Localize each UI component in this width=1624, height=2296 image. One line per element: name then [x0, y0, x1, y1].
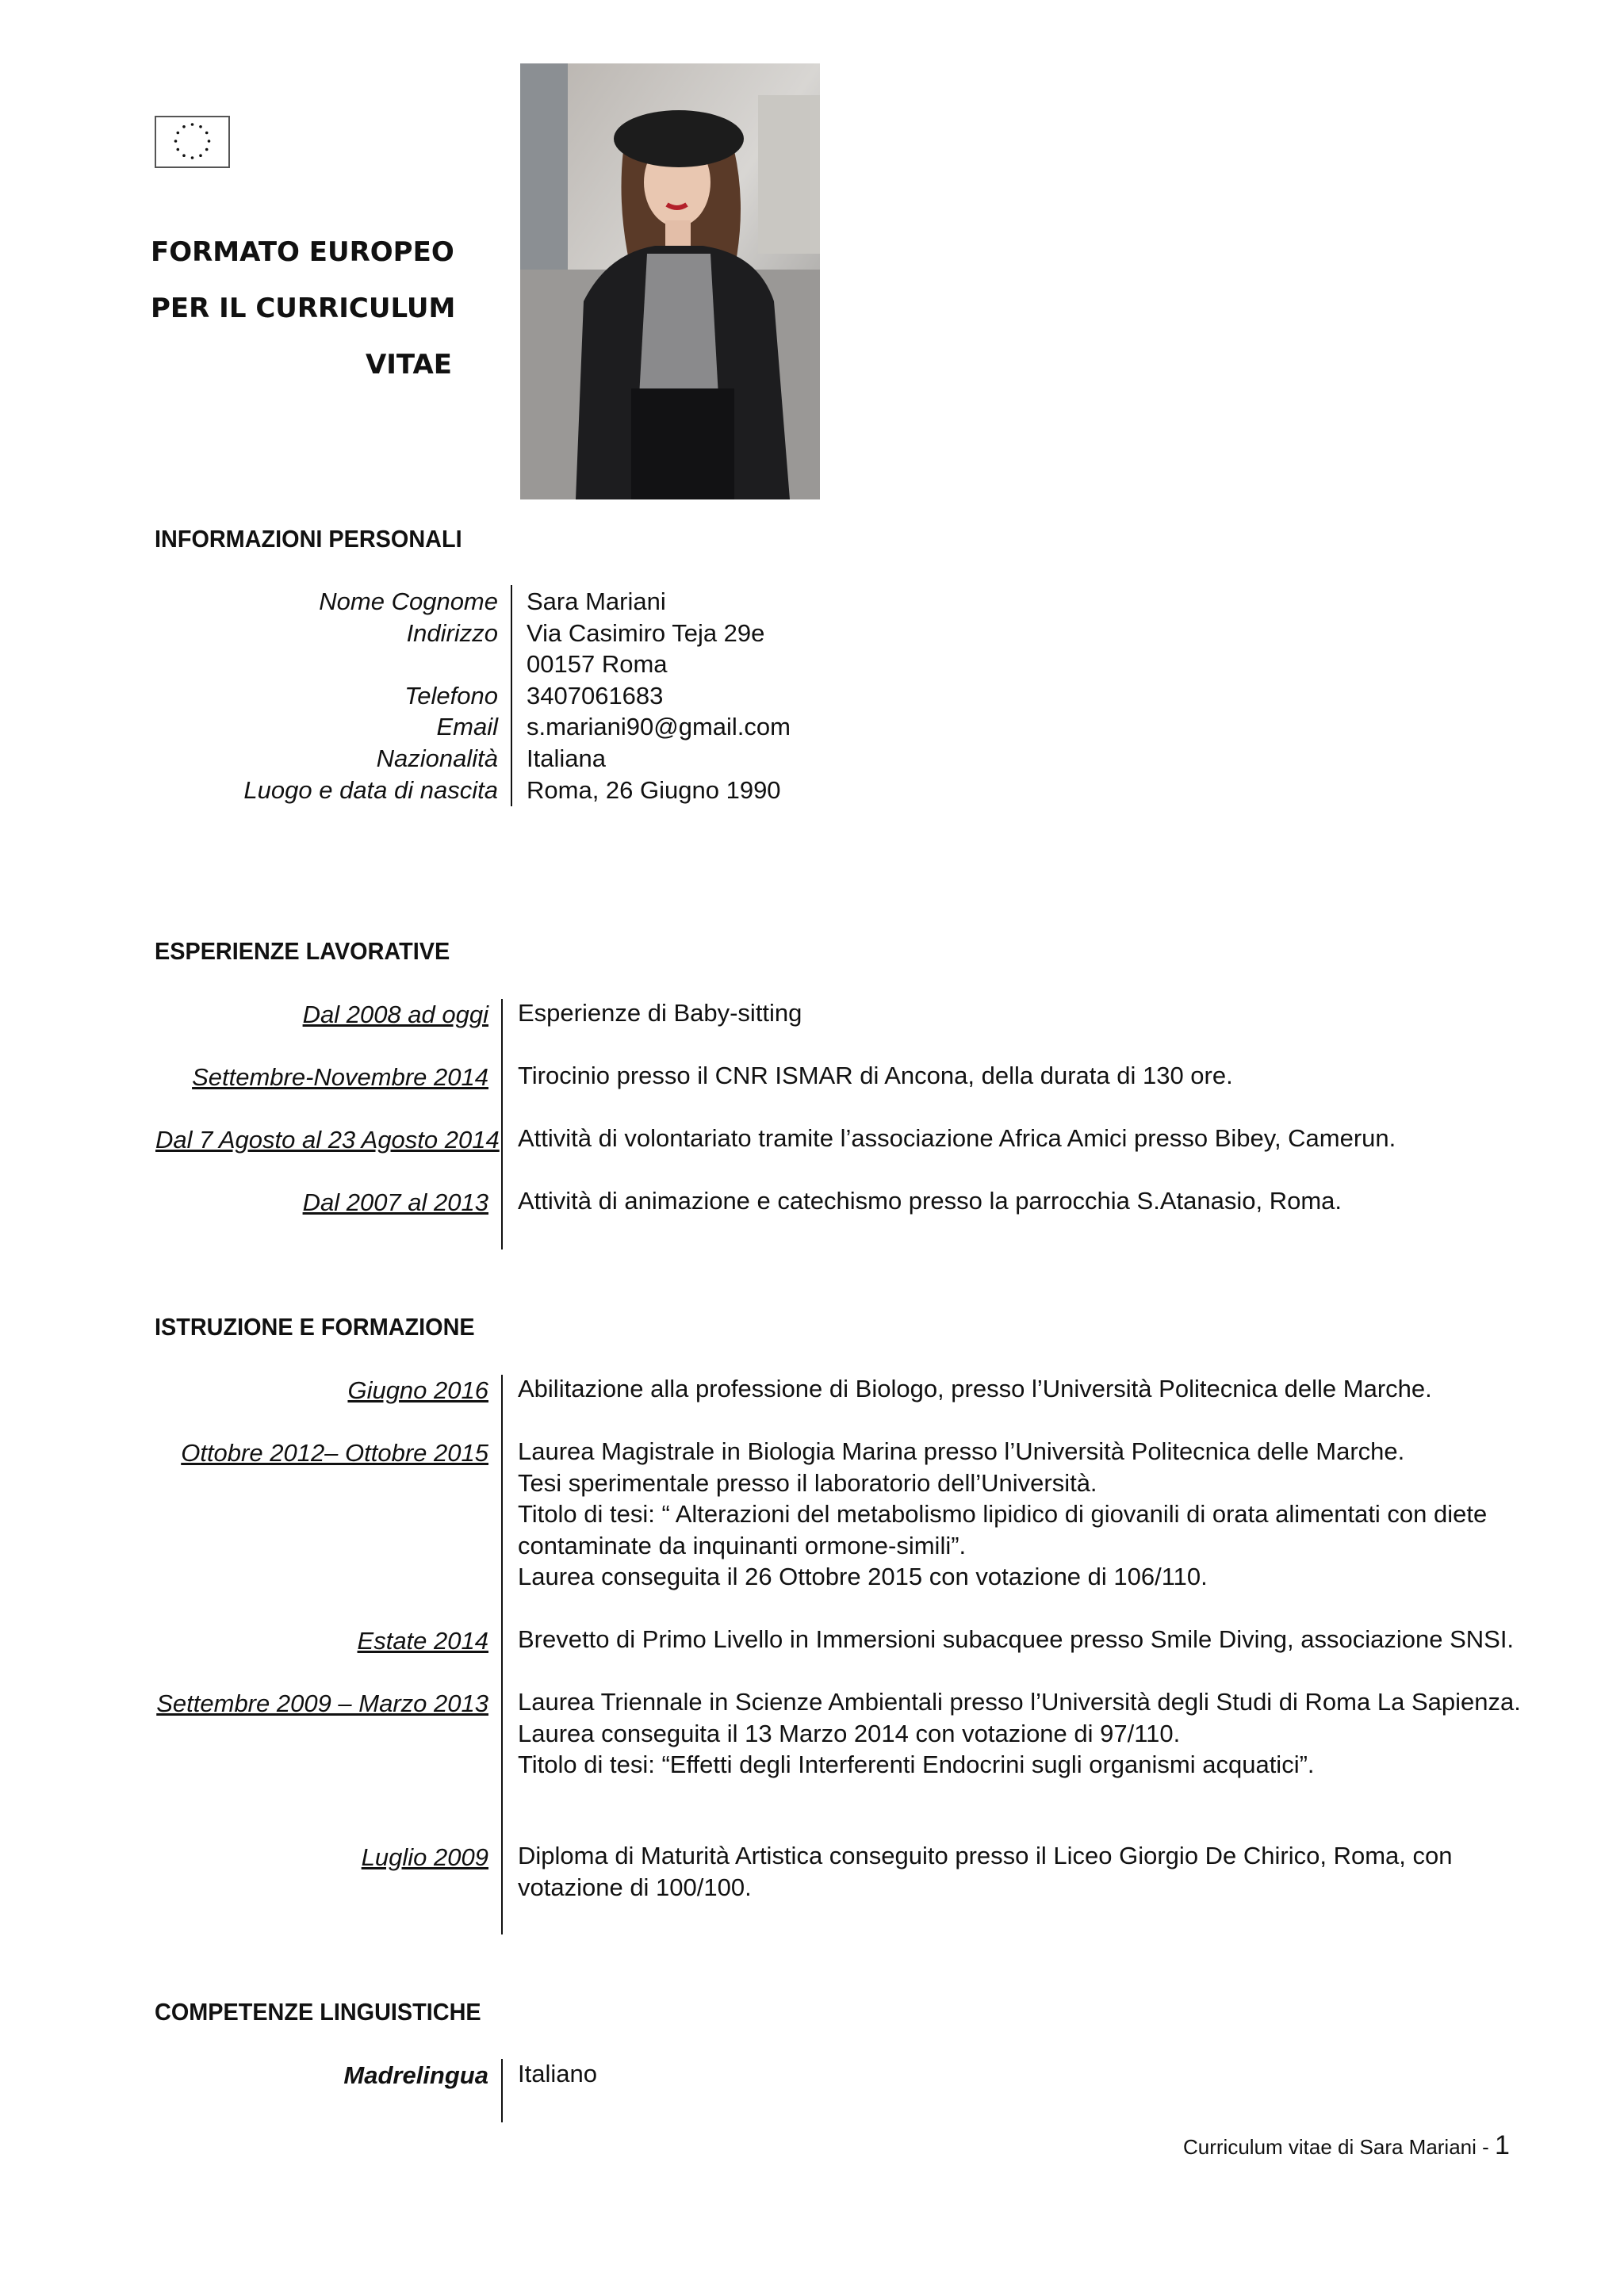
education-line: Titolo di tesi: “Effetti degli Interferenti Endocrini sugli organismi acquatici”. — [518, 1751, 1315, 1779]
value-name: Sara Mariani — [527, 587, 666, 615]
education-line: Diploma di Maturità Artistica conseguito presso il Liceo Giorgio De Chirico, Roma, con — [518, 1842, 1453, 1869]
value-nationality: Italiana — [527, 744, 606, 772]
label-phone: Telefono — [404, 681, 498, 710]
title-line-1: FORMATO EUROPEO — [151, 236, 454, 268]
section-heading-personal-info: INFORMAZIONI PERSONALI — [155, 525, 462, 553]
work-period: Dal 2007 al 2013 — [302, 1188, 488, 1216]
education-line: Abilitazione alla professione di Biologo, presso l’Università Politecnica delle Marche. — [518, 1375, 1432, 1402]
footer-text: Curriculum vitae di Sara Mariani - — [1183, 2135, 1496, 2159]
mother-tongue-label: Madrelingua — [343, 2061, 488, 2089]
work-period: Dal 7 Agosto al 23 Agosto 2014 — [155, 1126, 500, 1154]
education-description — [518, 1373, 1432, 1405]
title-line-2: PER IL CURRICULUM — [151, 293, 456, 324]
education-description — [518, 1840, 1453, 1903]
profile-photo — [520, 63, 820, 499]
education-description — [518, 1624, 1514, 1655]
personal-info-divider — [511, 585, 512, 806]
label-address: Indirizzo — [406, 618, 498, 647]
work-period: Settembre-Novembre 2014 — [192, 1063, 488, 1091]
work-description — [518, 997, 802, 1029]
work-line: Esperienze di Baby-sitting — [518, 999, 802, 1027]
education-period: Estate 2014 — [357, 1627, 488, 1655]
education-period: Luglio 2009 — [361, 1843, 488, 1871]
education-line: Laurea conseguita il 26 Ottobre 2015 con votazione di 106/110. — [518, 1563, 1208, 1591]
page-footer — [1183, 2130, 1510, 2161]
work-line: Attività di animazione e catechismo presso la parrocchia S.Atanasio, Roma. — [518, 1187, 1342, 1215]
work-line: Attività di volontariato tramite l’associazione Africa Amici presso Bibey, Camerun. — [518, 1124, 1396, 1152]
eu-flag-logo — [155, 116, 230, 168]
work-period: Dal 2008 ad oggi — [302, 1001, 488, 1028]
education-line: contaminate da inquinanti ormone-simili”. — [518, 1531, 967, 1559]
label-email: Email — [436, 713, 498, 741]
value-address-2: 00157 Roma — [527, 650, 668, 679]
work-description — [518, 1123, 1396, 1154]
education-line: Laurea Magistrale in Biologia Marina presso l’Università Politecnica delle Marche. — [518, 1437, 1405, 1465]
label-birth: Luogo e data di nascita — [243, 775, 498, 804]
education-divider — [501, 1375, 503, 1934]
personal-info-values — [527, 586, 791, 806]
label-name: Nome Cognome — [319, 587, 498, 615]
education-period: Giugno 2016 — [347, 1376, 488, 1404]
section-heading-education: ISTRUZIONE E FORMAZIONE — [155, 1313, 475, 1341]
education-line: Titolo di tesi: “ Alterazioni del metabolismo lipidico di giovanili di orata alimentati con diete — [518, 1500, 1488, 1529]
label-nationality: Nazionalità — [376, 744, 498, 772]
education-period: Ottobre 2012– Ottobre 2015 — [181, 1439, 488, 1467]
label-address-2 — [159, 649, 498, 680]
education-description — [518, 1436, 1487, 1593]
section-heading-work: ESPERIENZE LAVORATIVE — [155, 937, 450, 965]
education-period: Settembre 2009 – Marzo 2013 — [156, 1689, 488, 1717]
value-phone: 3407061683 — [527, 681, 664, 710]
title-line-3: VITAE — [365, 349, 452, 381]
education-description — [518, 1686, 1521, 1781]
education-line: Brevetto di Primo Livello in Immersioni subacquee presso Smile Diving, associazione SNSI. — [518, 1625, 1515, 1653]
value-birth: Roma, 26 Giugno 1990 — [527, 775, 781, 804]
languages-divider — [501, 2059, 503, 2122]
work-divider — [501, 999, 503, 1249]
work-description — [518, 1185, 1342, 1217]
education-line: Laurea conseguita il 13 Marzo 2014 con votazione di 97/110. — [518, 1719, 1181, 1747]
page-number: 1 — [1495, 2130, 1510, 2160]
document-title — [151, 224, 456, 393]
section-heading-languages: COMPETENZE LINGUISTICHE — [155, 1998, 481, 2026]
work-description — [518, 1060, 1233, 1092]
value-email[interactable]: s.mariani90@gmail.com — [527, 713, 791, 741]
personal-info-labels — [159, 586, 498, 806]
value-address: Via Casimiro Teja 29e — [527, 618, 765, 647]
eu-stars-icon — [156, 117, 228, 166]
mother-tongue-value: Italiano — [518, 2060, 597, 2087]
work-line: Tirocinio presso il CNR ISMAR di Ancona, della durata di 130 ore. — [518, 1062, 1233, 1089]
education-line: Tesi sperimentale presso il laboratorio dell’Università. — [518, 1468, 1097, 1497]
education-line: Laurea Triennale in Scienze Ambientali presso l’Università degli Studi di Roma La Sapienza. — [518, 1688, 1521, 1716]
education-line: votazione di 100/100. — [518, 1873, 752, 1901]
